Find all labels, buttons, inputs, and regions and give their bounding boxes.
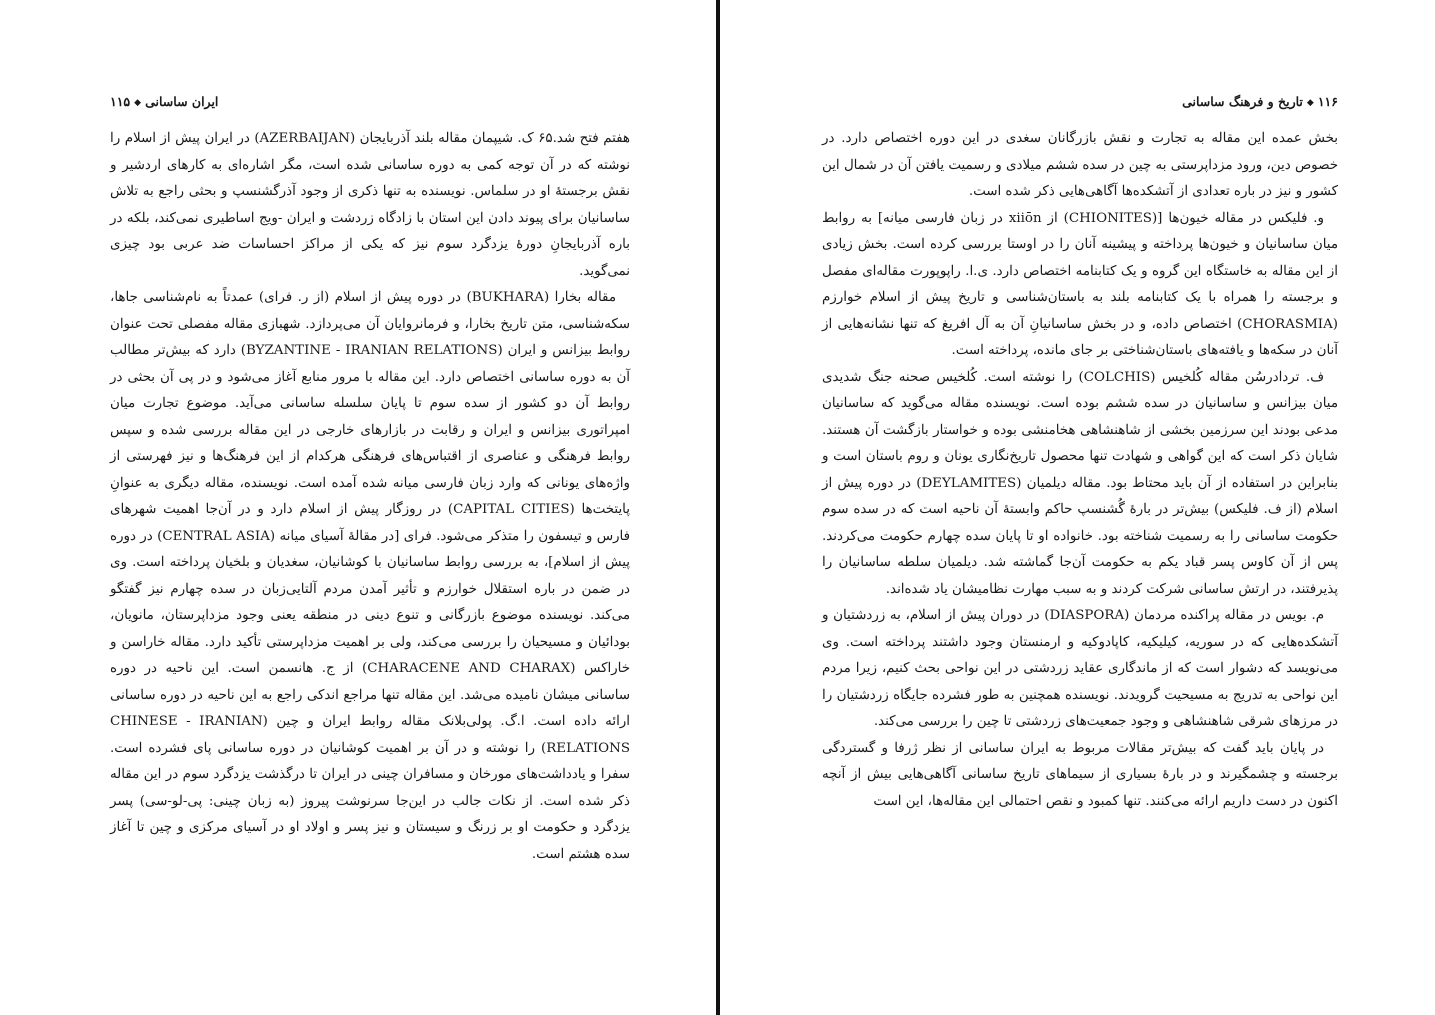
paragraph: بخش عمده این مقاله به تجارت و نقش بازرگانان سغدی در این دوره اختصاص دارد. در خصوص دین، ورود مزداپرستی به چین در سده ششم میلادی و رسمیت یافتن آن در شمال این کشور و نیز در باره تعدادی از آتشکده‌ها آگاهی‌هایی ذکر شده است. xyxy=(822,131,1338,199)
paragraph: ف. تردادرسُن مقاله کُلخیس (COLCHIS) را نوشته است. کُلخیس صحنه جنگ شدیدی میان بیزانس و ساسانیان در سده ششم بوده است. نویسنده مقاله می‌گوید که ساسانیان مدعی بودند این سرزمین بخشی از شاهنشاهی هخامنشی بوده و خواستار بازگشت آن هستند. شایان ذکر است که این گواهی و شهادت تنها محصول تاریخ‌نگاری یونان و روم باستان است و بنابراین در استفاده از آن باید محتاط بود. مقاله دیلمیان (DEYLAMITES) در دوره پیش از اسلام (از ف. فلیکس) بیش‌تر در بارهٔ گُشنسپ حاکم وابستهٔ آن ناحیه است که در سده سوم حکومت ساسانی را به رسمیت شناخته بود. خانواده او تا پایان سده چهارم حکومت می‌کردند. پس از آن کاوس پسر قباد یکم به حکومت آن‌جا گماشته شد. دیلمیان سلطه ساسانیان را پذیرفتند، در ارتش ساسانی شرکت کردند و به سبب مهارت نظامیشان یاد شده‌اند. xyxy=(822,369,1338,597)
page-number: ۱۱۶ xyxy=(1317,94,1338,109)
running-header xyxy=(110,94,218,109)
right-page-header xyxy=(822,94,1338,114)
right-page xyxy=(822,0,1338,1015)
header-title: ایران ساسانی xyxy=(145,94,219,109)
running-header xyxy=(1182,94,1338,109)
paragraph: و. فلیکس در مقاله خیون‌ها [(CHIONITES) از xiiōn در زبان فارسی میانه] به روابط میان ساسانیان و خیون‌ها پرداخته و پیشینه آنان را در اوستا بررسی کرده است. بخش زیادی از این مقاله به خاستگاه این گروه و یک کتابنامه اختصاص دارد. ی.ا. راپوپورت مقاله‌ای مفصل و برجسته را همراه با یک کتابنامه بلند به باستان‌شناسی و تاریخ پیش از اسلام خوارزم (CHORASMIA) اختصاص داده، و در بخش ساسانیانِ آن به آل افریغ که تنها نشانه‌هایی از آنان در سکه‌ها و یافته‌های باستان‌شناختی بر جای مانده، پرداخته است. xyxy=(822,210,1338,358)
paragraph: هفتم فتح شد.۶۵ ک. شیپمان مقاله بلند آذربایجان (AZERBAIJAN) در ایران پیش از اسلام را نوشته که در آن توجه کمی به دوره ساسانی شده است، مگر اشاره‌ای به کارهای اردشیر و نقش برجستهٔ او در سلماس. نویسنده به تنها ذکری از وجود آذرگشنسپ و بحثی راجع به تلاش ساسانیان برای پیوند دادن این استان با زادگاه زردشت و ایران -ویج اساطیری نمی‌کند، بلکه در باره آذربایجانِ دورهٔ یزدگرد سوم نیز که یکی از مراکز احساسات ضد عربی بود چیزی نمی‌گوید. xyxy=(110,131,630,279)
left-page-header xyxy=(110,94,630,114)
right-page-body xyxy=(822,126,1338,815)
page-gutter-divider xyxy=(716,0,720,1015)
page-number: ۱۱۵ xyxy=(110,94,131,109)
paragraph: در پایان باید گفت که بیش‌تر مقالات مربوط به ایران ساسانی از نظر ژرفا و گستردگی برجسته و چشمگیرند و در بارهٔ بسیاری از سیماهای تاریخ ساسانی آگاهی‌هایی بیش از آنچه اکنون در دست داریم ارائه می‌کنند. تنها کمبود و نقص احتمالی این مقاله‌ها، این است xyxy=(822,740,1338,809)
left-page xyxy=(110,0,630,1015)
paragraph: م. بویس در مقاله پراکنده مردمان (DIASPORA) در دوران پیش از اسلام، به زردشتیان و آتشکده‌هایی که در سوریه، کیلیکیه، کاپادوکیه و ارمنستان وجود داشتند پرداخته است. وی می‌نویسد که دشوار است که از ماندگاری عقاید زردشتی در این نواحی بحث کنیم، زیرا مردم این نواحی به تدریج به مسیحیت گرویدند. نویسنده همچنین به طور فشرده جایگاه زردشتیان را در مرزهای شرقی شاهنشاهی و وجود جمعیت‌های زردشتی تا چین را بررسی می‌کند. xyxy=(822,608,1338,729)
diamond-ornament-icon: ◆ xyxy=(1306,98,1314,108)
paragraph: مقاله بخارا (BUKHARA) در دوره پیش از اسلام (از ر. فرای) عمدتاً به نام‌شناسی جاها، سکه‌شناسی، متن تاریخ بخارا، و فرمانروایان آن می‌پردازد. شهبازی مقاله مفصلی تحت عنوان روابط بیزانس و ایران (BYZANTINE - IRANIAN RELATIONS) دارد که بیش‌تر مطالب آن به دوره ساسانی اختصاص دارد. این مقاله با مرور منابع آغاز می‌شود و در پی آن بحثی در روابط آن دو کشور از سده سوم تا پایان سلسله ساسانی می‌آید. موضوع تجارت میان امپراتوری بیزانس و ایران و رقابت در بازارهای خارجی در این مقاله بررسی شده و سپس روابط فرهنگی و عناصری از اقتباس‌های فرهنگی هرکدام از این فرهنگ‌ها و نیز فهرستی از واژه‌های یونانی که وارد زبان فارسی میانه شده آمده است. نویسنده، مقاله دیگری به عنوانِ پایتخت‌ها (CAPITAL CITIES) در روزگار پیش از اسلام دارد و در آن‌جا اهمیت شهرهای فارس و تیسفون را متذکر می‌شود. فرای [در مقالهٔ آسیای میانه (CENTRAL ASIA) در دوره پیش از اسلام]، به بررسی روابط ساسانیان با کوشانیان، سغدیان و بلخیان پرداخته است. وی در ضمن در باره استقلال خوارزم و تأثیر آمدن مردم آلتایی‌زبان در سده چهارم نیز گفتگو می‌کند. نویسنده موضوع بازرگانی و تنوع دینی در منطقه یعنی وجود مزداپرستان، مانویان، بودائیان و مسیحیان را بررسی می‌کند، ولی بر اهمیت مزداپرستی تأکید دارد. مقاله خاراسن و خاراکس (CHARACENE AND CHARAX) از ج. هانسمن است. این ناحیه در دوره ساسانی میشان نامیده می‌شد. این مقاله تنها مراجع اندکی راجع به این ناحیه در دوره ساسانی ارائه داده است. ا.گ. پولی‌بلانک مقاله روابط ایران و چین (CHINESE - IRANIAN RELATIONS) را نوشته و در آن بر اهمیت کوشانیان در دوره ساسانی پای فشرده است. سفرا و یادداشت‌های مورخان و مسافران چینی در ایران تا درگذشت یزدگرد سوم در این مقاله ذکر شده است. از نکات جالب در این‌جا سرنوشت پیروز (به زبان چینی: پی-لو-سی) پسر یزدگرد و حکومت او بر زرنگ و سیستان و نیز پسر و اولاد او در آسیای مرکزی و چین تا آغاز سده هشتم است. xyxy=(110,290,631,862)
diamond-ornament-icon: ◆ xyxy=(134,98,142,108)
left-page-body xyxy=(110,126,630,868)
header-title: تاریخ و فرهنگ ساسانی xyxy=(1182,94,1303,109)
